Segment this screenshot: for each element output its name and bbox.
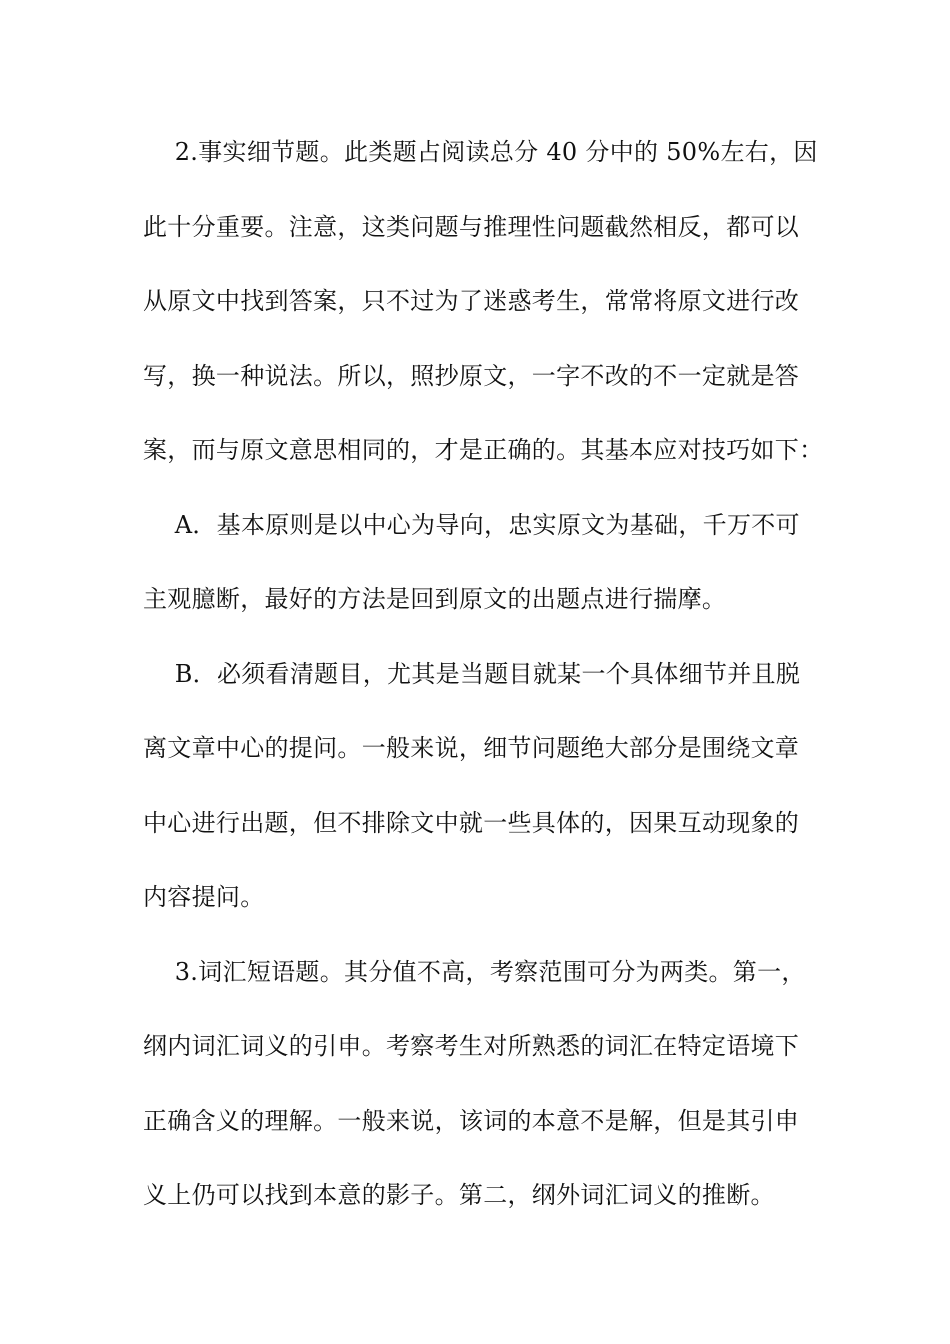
text-line-3: 从原文中找到答案，只不过为了迷惑考生，常常将原文进行改: [143, 287, 800, 315]
text-line-13: 纲内词汇词义的引申。考察考生对所熟悉的词汇在特定语境下: [143, 1032, 800, 1060]
text-line-12: 3.词汇短语题。其分值不高，考察范围可分为两类。第一，: [143, 957, 806, 986]
text-line-9: 离文章中心的提问。一般来说，细节问题绝大部分是围绕文章: [143, 734, 800, 762]
text-line-2: 此十分重要。注意，这类问题与推理性问题截然相反，都可以: [143, 212, 800, 241]
text-line-6: A．基本原则是以中心为导向，忠实原文为基础，千万不可: [143, 510, 800, 539]
text-line-10: 中心进行出题，但不排除文中就一些具体的，因果互动现象的: [143, 808, 800, 837]
document-body: [143, 127, 824, 1245]
text-line-7: 主观臆断，最好的方法是回到原文的出题点进行揣摩。: [143, 585, 727, 613]
text-line-8: B．必须看清题目，尤其是当题目就某一个具体细节并且脱: [143, 659, 801, 688]
text-line-11: 内容提问。: [143, 883, 265, 911]
text-line-15: 义上仍可以找到本意的影子。第二，纲外词汇词义的推断。: [143, 1181, 775, 1209]
text-line-1: 2.事实细节题。此类题占阅读总分 40 分中的 50%左右，因: [143, 138, 818, 166]
text-line-14: 正确含义的理解。一般来说，该词的本意不是解，但是其引申: [143, 1106, 800, 1135]
text-line-4: 写，换一种说法。所以，照抄原文，一字不改的不一定就是答: [143, 361, 800, 390]
text-line-5: 案，而与原文意思相同的，才是正确的。其基本应对技巧如下：: [143, 436, 824, 464]
